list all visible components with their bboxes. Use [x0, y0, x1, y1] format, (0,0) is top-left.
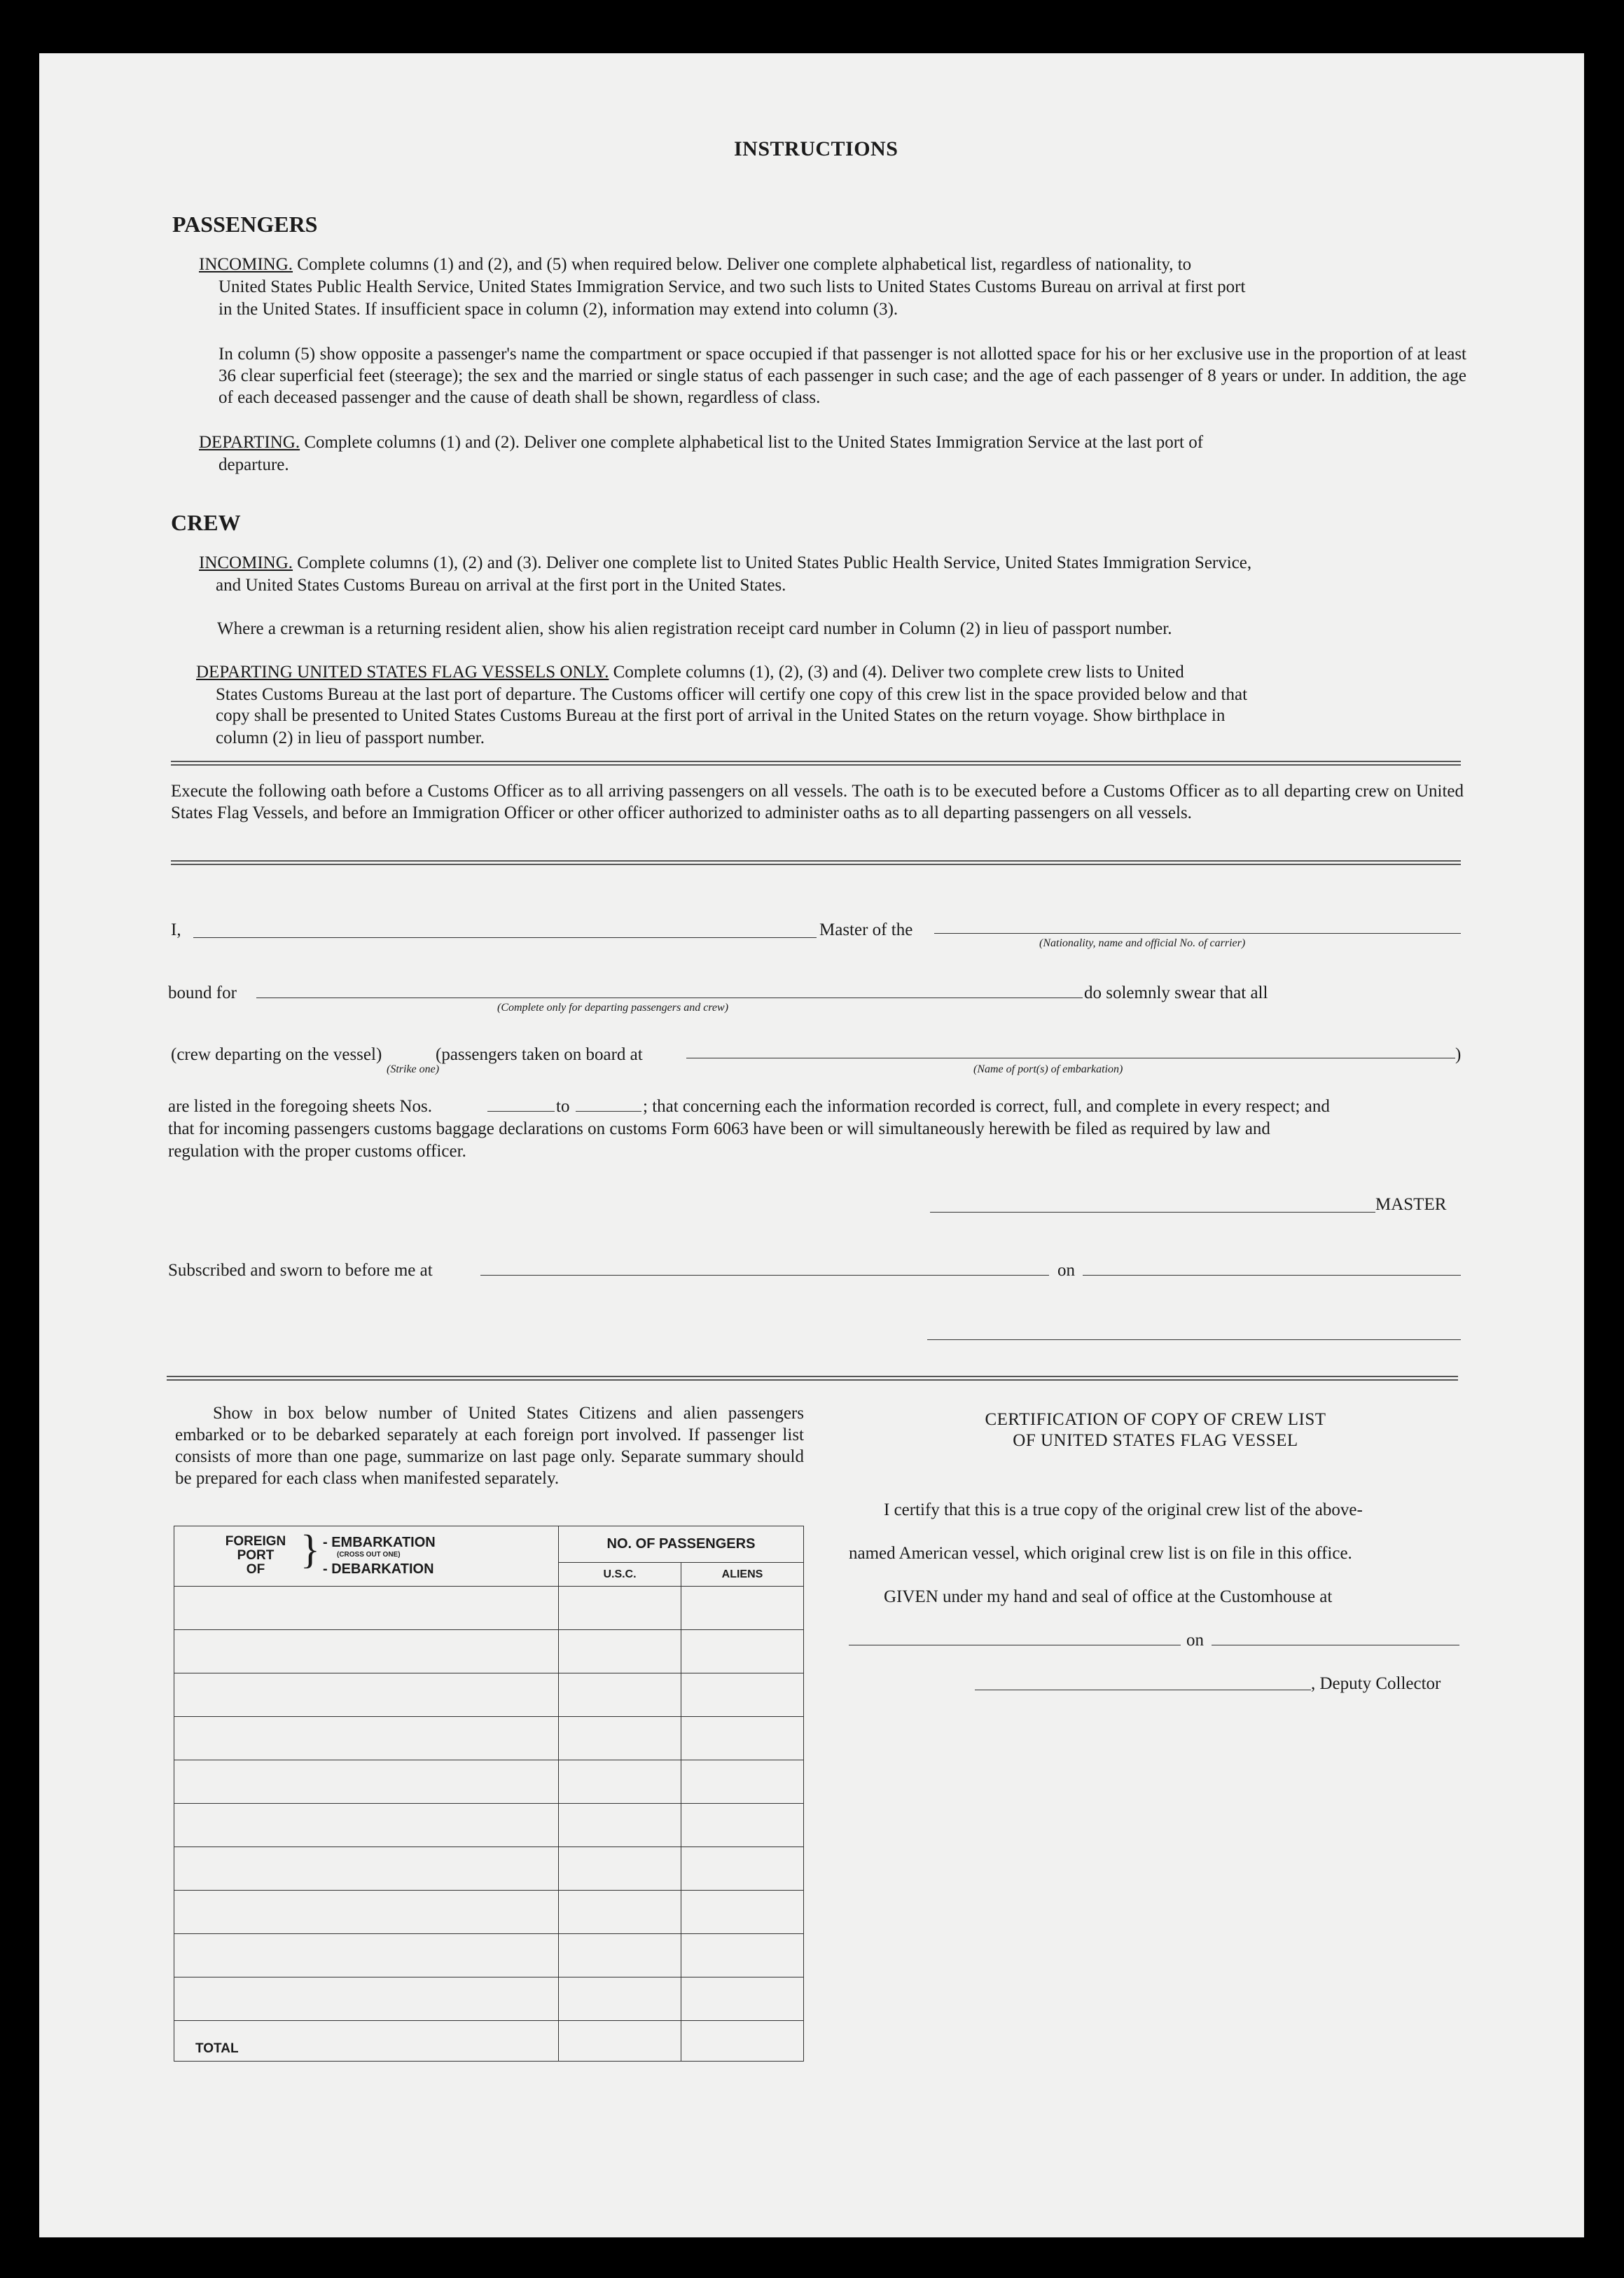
- table-row: [174, 1760, 804, 1804]
- passengers-incoming-text: Complete columns (1) and (2), and (5) when required below. Deliver one complete alphabetical list, regardless of nationality, to: [297, 255, 1192, 274]
- usc-cell[interactable]: [559, 1673, 681, 1717]
- passenger-summary-table: [174, 1526, 804, 2062]
- carrier-field[interactable]: [934, 933, 1461, 934]
- port-cell[interactable]: [174, 1977, 559, 2021]
- section-divider: [171, 761, 1461, 766]
- strike-one-note: (Strike one): [387, 1063, 440, 1075]
- foreign-port-line2: PORT: [237, 1548, 275, 1563]
- officer-signature-field[interactable]: [927, 1339, 1461, 1340]
- total-label: TOTAL: [174, 2021, 559, 2062]
- certification-heading-line2: OF UNITED STATES FLAG VESSEL: [1013, 1431, 1298, 1450]
- bound-for-note: (Complete only for departing passengers and crew): [497, 1002, 729, 1014]
- usc-cell[interactable]: [559, 1847, 681, 1891]
- aliens-cell[interactable]: [681, 1847, 804, 1891]
- listed-text-line2: that for incoming passengers customs baggage declarations on customs Form 6063 have been or will simultaneously herewith be filed as required by law and: [168, 1119, 1270, 1138]
- usc-header: U.S.C.: [559, 1563, 681, 1587]
- table-row: [174, 1977, 804, 2021]
- port-cell[interactable]: [174, 1587, 559, 1630]
- oath-i-label: I,: [171, 920, 181, 939]
- usc-cell[interactable]: [559, 1977, 681, 2021]
- usc-cell[interactable]: [559, 1587, 681, 1630]
- brace-icon: }: [300, 1526, 320, 1572]
- aliens-cell[interactable]: [681, 1804, 804, 1847]
- no-passengers-header: NO. OF PASSENGERS: [559, 1526, 804, 1563]
- passengers-incoming-label: INCOMING.: [199, 255, 293, 274]
- crew-incoming-label: INCOMING.: [199, 553, 293, 572]
- passengers-departing-text: Complete columns (1) and (2). Deliver one complete alphabetical list to the United States Immigration Service at the last port of: [304, 433, 1204, 452]
- port-cell[interactable]: [174, 1934, 559, 1977]
- close-paren: ): [1455, 1045, 1462, 1064]
- aliens-cell[interactable]: [681, 1977, 804, 2021]
- passengers-column5-text: In column (5) show opposite a passenger's name the compartment or space occupied if that passenger is not allotted space for his or her exclusive use in the proportion of at least 36 clear superficial feet (steerage); the sex and the married or single status of each passenger in such case; and the age of each passenger of 8 years or under. In addition, the age of each deceased passenger and the cause of death shall be shown, regardless of class.: [218, 345, 1466, 407]
- deputy-collector-label: , Deputy Collector: [1311, 1674, 1441, 1693]
- crew-departing-text: Complete columns (1), (2), (3) and (4). Deliver two complete crew lists to United: [613, 663, 1184, 682]
- sheet-from-field[interactable]: [487, 1111, 555, 1112]
- sworn-on-label: on: [1057, 1261, 1075, 1280]
- embarkation-label[interactable]: - EMBARKATION: [323, 1535, 436, 1550]
- passengers-departing-line1: [199, 432, 1466, 453]
- usc-cell[interactable]: [559, 1760, 681, 1804]
- crew-departing-line2: States Customs Bureau at the last port of departure. The Customs officer will certify one copy of this crew list in the space provided below and that: [216, 685, 1248, 704]
- listed-text-b: ; that concerning each the information recorded is correct, full, and complete in every respect; and: [643, 1097, 1330, 1116]
- port-cell[interactable]: [174, 1760, 559, 1804]
- table-row: [174, 1587, 804, 1630]
- crew-departing-option: (crew departing on the vessel): [171, 1045, 382, 1064]
- sworn-location-field[interactable]: [480, 1275, 1049, 1276]
- table-row: [174, 1717, 804, 1760]
- table-row: [174, 1630, 804, 1673]
- certification-line1: I certify that this is a true copy of the original crew list of the above-: [884, 1500, 1363, 1519]
- aliens-cell[interactable]: [681, 1630, 804, 1673]
- page-title: INSTRUCTIONS: [734, 137, 898, 160]
- certification-line3: GIVEN under my hand and seal of office at the Customhouse at: [884, 1587, 1333, 1606]
- carrier-note: (Nationality, name and official No. of carrier): [1039, 937, 1246, 949]
- usc-cell[interactable]: [559, 1717, 681, 1760]
- passengers-departing-line2: departure.: [218, 455, 289, 474]
- listed-to-label: to: [556, 1097, 570, 1116]
- foreign-port-line1: FOREIGN: [225, 1534, 286, 1549]
- section-divider: [167, 1376, 1458, 1381]
- usc-cell[interactable]: [559, 1804, 681, 1847]
- summary-instruction: Show in box below number of United States Citizens and alien passengers embarked or to be debarked separately at each foreign port involved. If passenger list consists of more than one page, summarize on last page only. Separate summary should be prepared for each class when manifested separately.: [175, 1404, 804, 1488]
- crew-departing-line4: column (2) in lieu of passport number.: [216, 729, 485, 747]
- aliens-cell[interactable]: [681, 1587, 804, 1630]
- port-cell[interactable]: [174, 1847, 559, 1891]
- usc-cell[interactable]: [559, 1630, 681, 1673]
- certification-line2: named American vessel, which original crew list is on file in this office.: [849, 1544, 1352, 1563]
- master-of-label: Master of the: [819, 920, 913, 939]
- aliens-cell[interactable]: [681, 1760, 804, 1804]
- crew-departing-line1: [196, 661, 1466, 683]
- table-row: [174, 1847, 804, 1891]
- certification-on-label: on: [1186, 1631, 1204, 1650]
- table-row: [174, 1934, 804, 1977]
- certification-heading-line1: CERTIFICATION OF COPY OF CREW LIST: [985, 1410, 1326, 1429]
- sworn-date-field[interactable]: [1083, 1275, 1461, 1276]
- listed-text-line3: regulation with the proper customs officer.: [168, 1142, 466, 1161]
- passengers-taken-option: (passengers taken on board at: [436, 1045, 643, 1064]
- master-signature-field[interactable]: [930, 1212, 1375, 1213]
- passengers-incoming-line3: in the United States. If insufficient space in column (2), information may extend into column (3).: [218, 300, 898, 319]
- passengers-departing-label: DEPARTING.: [199, 433, 300, 452]
- subscribed-label: Subscribed and sworn to before me at: [168, 1261, 433, 1280]
- aliens-total-cell[interactable]: [681, 2021, 804, 2062]
- aliens-cell[interactable]: [681, 1934, 804, 1977]
- port-header-cell: [174, 1526, 559, 1587]
- total-row: [174, 2021, 804, 2062]
- crew-heading: CREW: [171, 510, 241, 535]
- usc-cell[interactable]: [559, 1934, 681, 1977]
- listed-text-a: are listed in the foregoing sheets Nos.: [168, 1097, 432, 1116]
- bound-for-label: bound for: [168, 983, 237, 1002]
- port-cell[interactable]: [174, 1630, 559, 1673]
- crew-incoming-text: Complete columns (1), (2) and (3). Deliver one complete list to United States Public Health Service, United States Immigration Service,: [297, 553, 1252, 572]
- foreign-port-label: [214, 1535, 298, 1577]
- master-name-field[interactable]: [193, 937, 817, 938]
- aliens-cell[interactable]: [681, 1891, 804, 1934]
- table-row: [174, 1891, 804, 1934]
- foreign-port-line3: OF: [246, 1562, 265, 1577]
- crew-incoming-line1: [199, 552, 1466, 574]
- port-cell[interactable]: [174, 1717, 559, 1760]
- certification-heading: [847, 1409, 1464, 1451]
- crew-departing-line3: copy shall be presented to United States Customs Bureau at the first port of arrival in the United States on the return voyage. Show birthplace in: [216, 706, 1226, 725]
- aliens-cell[interactable]: [681, 1673, 804, 1717]
- sheet-to-field[interactable]: [576, 1111, 641, 1112]
- cross-out-note: (CROSS OUT ONE): [337, 1551, 401, 1559]
- table-row: [174, 1673, 804, 1717]
- section-divider: [171, 860, 1461, 865]
- aliens-header: ALIENS: [681, 1563, 804, 1587]
- passengers-incoming-line1: [199, 254, 1466, 275]
- usc-total-cell[interactable]: [559, 2021, 681, 2062]
- table-row: [174, 1804, 804, 1847]
- usc-cell[interactable]: [559, 1891, 681, 1934]
- oath-instruction-text: Execute the following oath before a Customs Officer as to all arriving passengers on all vessels. The oath is to be executed before a Customs Officer as to all departing crew on United States Flag Vessels, and before an Immigration Officer or other officer authorized to administer oaths as to all departing passengers on all vessels.: [171, 782, 1464, 822]
- port-note: (Name of port(s) of embarkation): [973, 1063, 1123, 1075]
- master-label: MASTER: [1375, 1195, 1447, 1214]
- crew-incoming-line2: and United States Customs Bureau on arrival at the first port in the United States.: [216, 576, 786, 595]
- aliens-cell[interactable]: [681, 1717, 804, 1760]
- crew-departing-label: DEPARTING UNITED STATES FLAG VESSELS ONLY.: [196, 663, 609, 682]
- port-cell[interactable]: [174, 1804, 559, 1847]
- swear-text: do solemnly swear that all: [1084, 983, 1268, 1002]
- passengers-incoming-line2: United States Public Health Service, United States Immigration Service, and two such lists to United States Customs Bureau on arrival at first port: [218, 277, 1246, 296]
- port-cell[interactable]: [174, 1891, 559, 1934]
- port-cell[interactable]: [174, 1673, 559, 1717]
- passengers-heading: PASSENGERS: [172, 212, 318, 237]
- crew-returning-alien-text: Where a crewman is a returning resident alien, show his alien registration receipt card number in Column (2) in lieu of passport number.: [217, 619, 1172, 638]
- debarkation-label[interactable]: - DEBARKATION: [323, 1561, 434, 1577]
